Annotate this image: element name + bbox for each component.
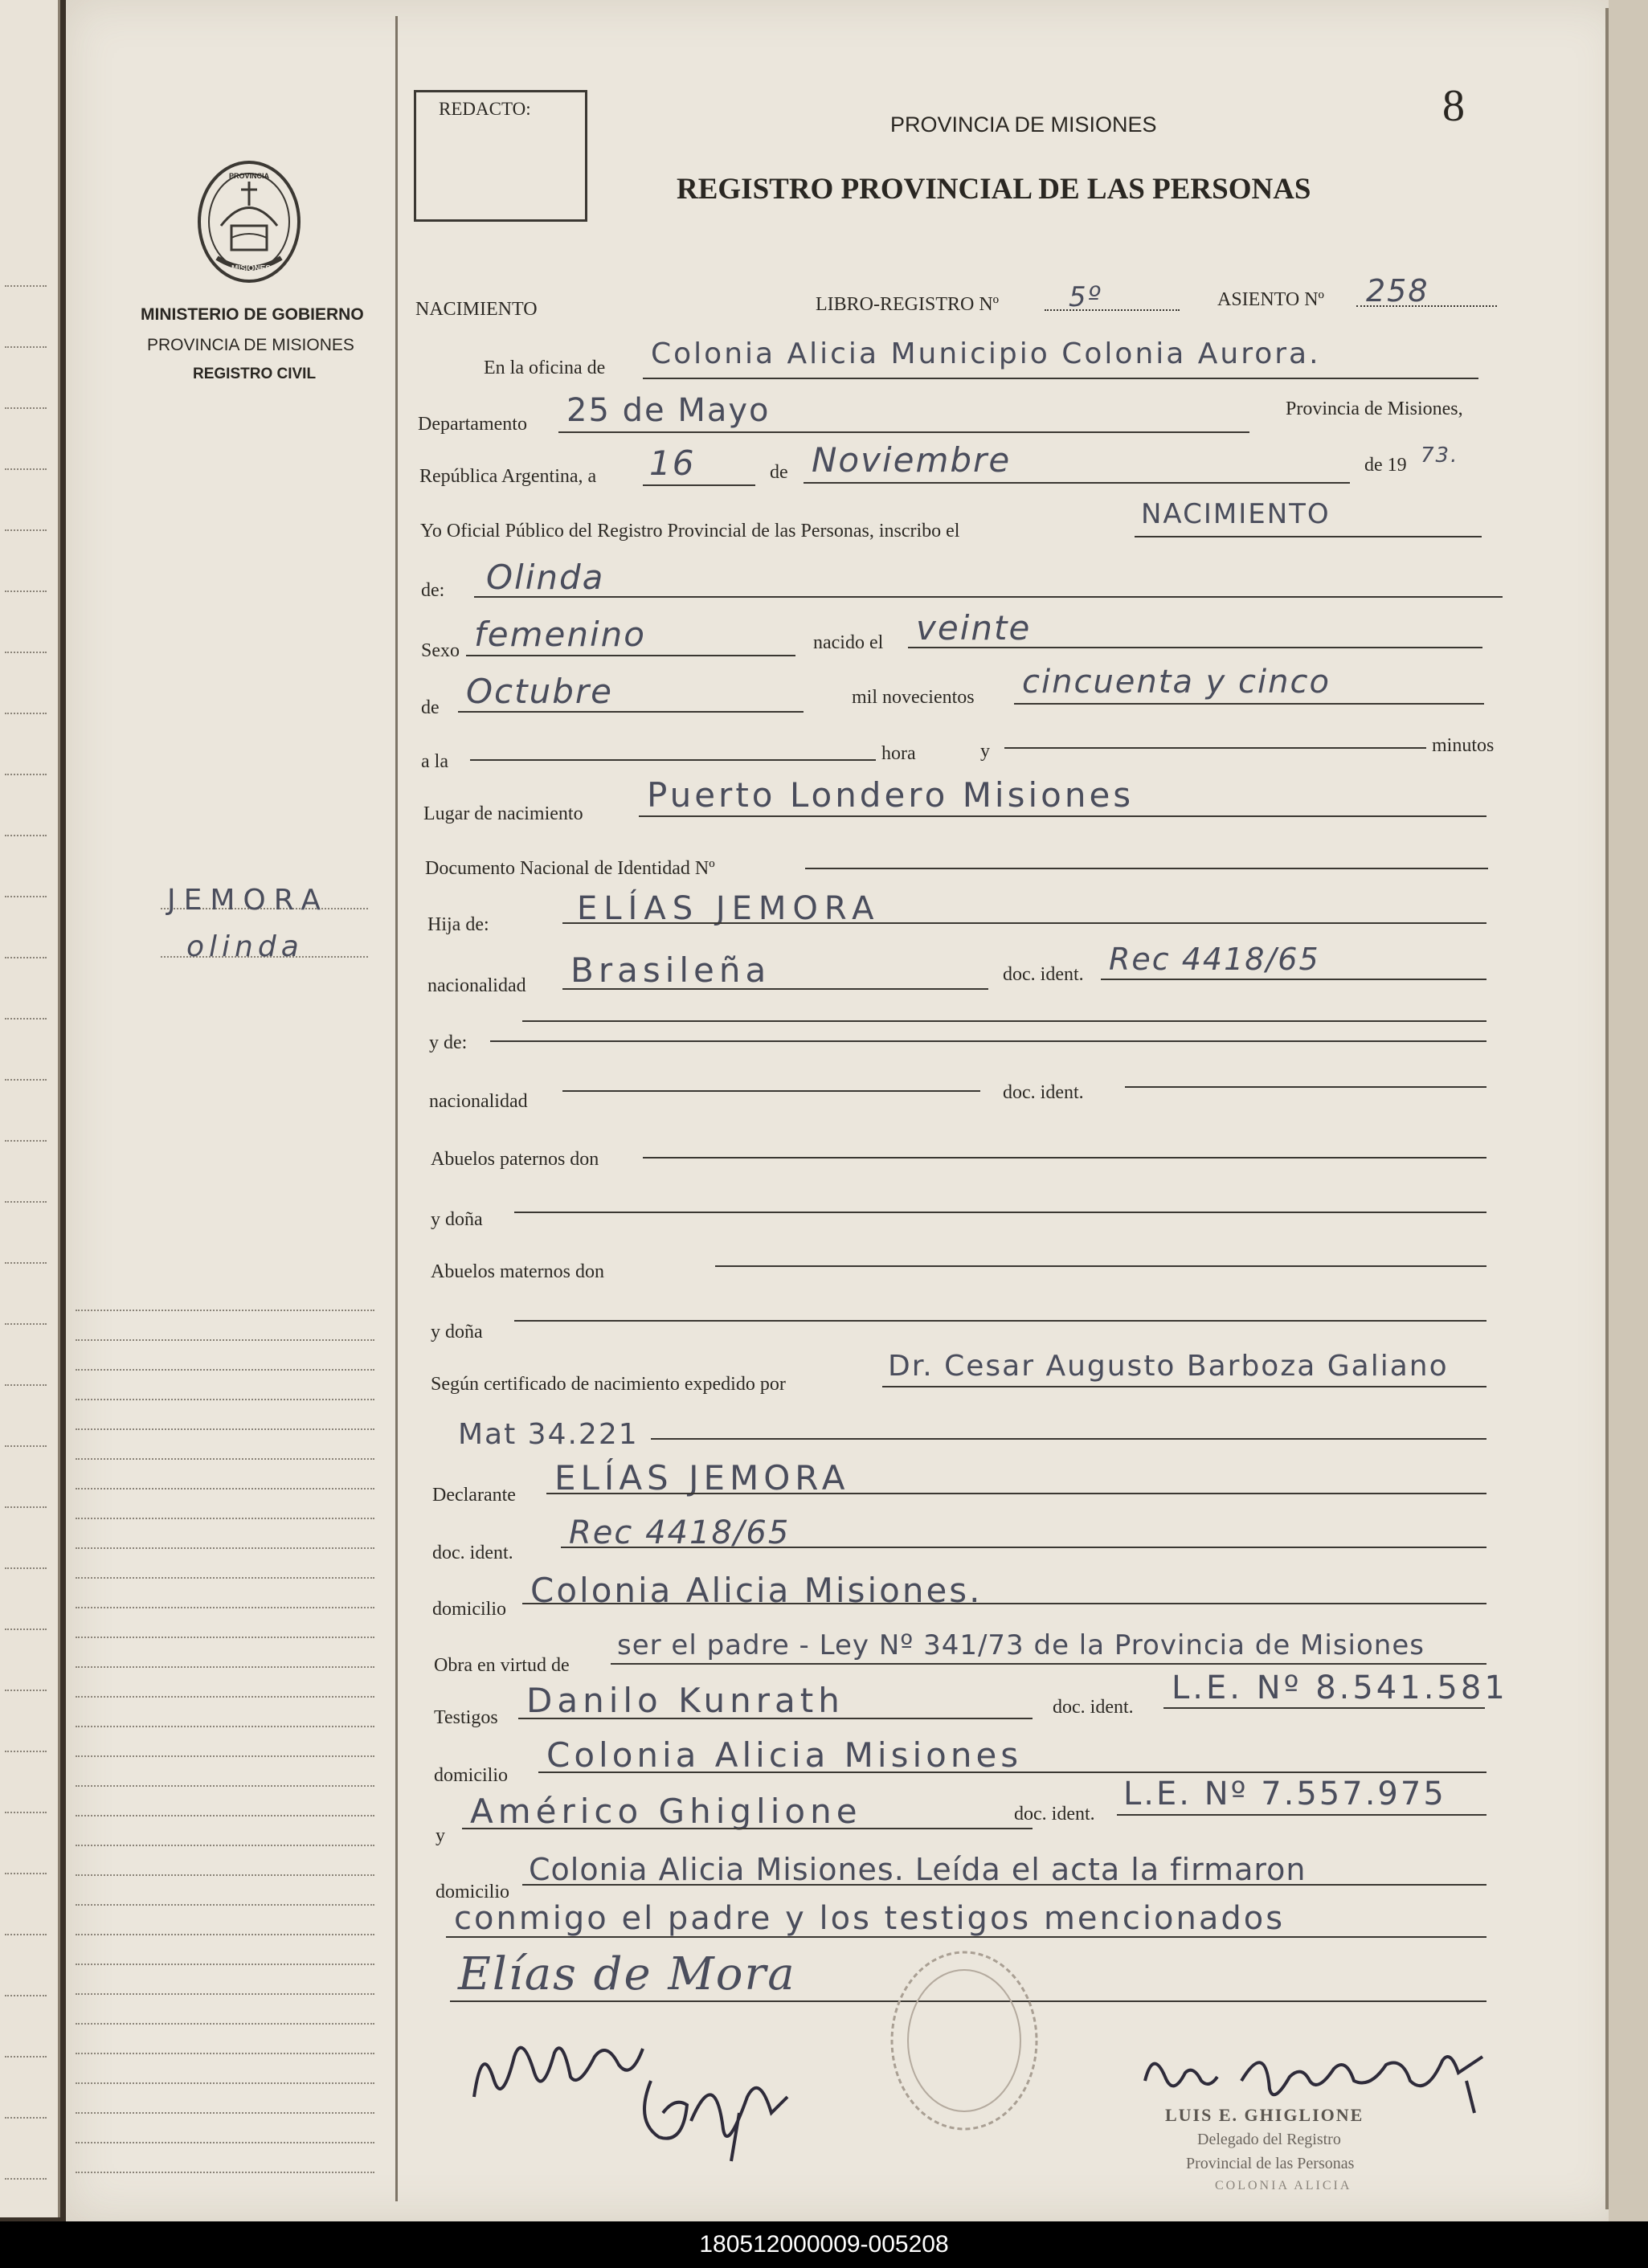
oficina-value: Colonia Alicia Municipio Colonia Aurora. <box>651 337 1321 370</box>
certificado-rule <box>882 1386 1486 1387</box>
mes-nac-rule <box>458 711 804 713</box>
margin-ruling <box>76 1428 374 1430</box>
left-page-ruling <box>5 1751 47 1752</box>
margin-ruling <box>76 1815 374 1816</box>
domicilio2-label: domicilio <box>434 1765 508 1786</box>
margin-name: olinda <box>186 930 304 963</box>
footer-id: 180512000009-005208 <box>0 2221 1648 2268</box>
stamp-name: LUIS E. GHIGLIONE <box>1165 2105 1364 2125</box>
sexo-rule <box>466 655 795 656</box>
de-colon-label: de: <box>421 580 445 601</box>
nacido-rule <box>908 647 1482 648</box>
testigo1-dom: Colonia Alicia Misiones <box>546 1735 1023 1775</box>
abuelos-pat-label: Abuelos paternos don <box>431 1149 599 1170</box>
left-page-ruling <box>5 1567 47 1569</box>
doc-padre-rule <box>1101 979 1486 980</box>
cierre-line: conmigo el padre y los testigos mencionados <box>454 1900 1286 1937</box>
de2-label: de <box>421 697 440 718</box>
left-page-ruling <box>5 774 47 775</box>
oficina-rule <box>643 378 1478 379</box>
stamp-line2: Delegado del Registro <box>1197 2131 1341 2148</box>
left-page-ruling <box>5 529 47 531</box>
lugar-label: Lugar de nacimiento <box>423 803 583 824</box>
y2-label: y <box>436 1825 445 1846</box>
obra-label: Obra en virtud de <box>434 1655 570 1676</box>
margin-ruling <box>76 1904 374 1906</box>
padre-value: ELÍAS JEMORA <box>577 890 881 927</box>
doc-declarante-value: Rec 4418/65 <box>569 1514 791 1551</box>
domicilio3-label: domicilio <box>436 1882 509 1902</box>
left-page-ruling <box>5 468 47 470</box>
inscribo-value: NACIMIENTO <box>1141 498 1331 530</box>
domicilio-value: Colonia Alicia Misiones. <box>530 1571 983 1610</box>
nacionalidad-label: nacionalidad <box>427 975 526 996</box>
left-page-ruling <box>5 346 47 348</box>
margin-divider <box>395 16 398 2201</box>
dni-label: Documento Nacional de Identidad Nº <box>425 858 715 879</box>
abuelos-mat-label: Abuelos maternos don <box>431 1261 604 1282</box>
certificado-label: Según certificado de nacimiento expedido por <box>431 1374 786 1395</box>
departamento-value: 25 de Mayo <box>566 392 771 429</box>
doc-ident2-label: doc. ident. <box>1003 1082 1084 1103</box>
testigos-label: Testigos <box>434 1707 498 1728</box>
right-border <box>1605 8 1609 2209</box>
margin-ruling <box>76 2023 374 2025</box>
doc-ident4-label: doc. ident. <box>1053 1697 1134 1718</box>
testigo1-doc-rule <box>1163 1707 1485 1709</box>
hora-label: hora <box>881 743 916 764</box>
nacionalidad2-rule <box>562 1090 980 1092</box>
left-page-ruling <box>5 2178 47 2180</box>
left-page-ruling <box>5 1079 47 1081</box>
de-label: de <box>770 462 788 483</box>
margin-column <box>66 0 399 2221</box>
provincial-seal-icon <box>185 157 313 286</box>
left-page-ruling <box>5 1018 47 1020</box>
left-page-ruling <box>5 1995 47 1996</box>
left-page-ruling <box>5 1445 47 1447</box>
y-de-label: y de: <box>429 1032 468 1053</box>
left-page-ruling <box>5 896 47 897</box>
margin-ruling <box>76 1785 374 1787</box>
left-page-ruling <box>5 407 47 409</box>
declarante-rule <box>546 1493 1486 1494</box>
redacto-box <box>414 90 587 222</box>
hora-rule <box>470 759 876 761</box>
abuelos-pat-rule <box>643 1157 1486 1159</box>
margin-ruling <box>76 2082 374 2084</box>
dia-rule <box>643 484 755 486</box>
minutos-rule <box>1004 747 1426 749</box>
margin-ruling <box>76 2112 374 2114</box>
left-page-ruling <box>5 957 47 958</box>
matricula-value: Mat 34.221 <box>458 1418 639 1451</box>
left-page-ruling <box>5 590 47 592</box>
doc-ident3-label: doc. ident. <box>432 1543 513 1563</box>
left-page-ruling <box>5 1384 47 1386</box>
seal-ring-bottom: MISIONES <box>231 264 271 273</box>
inscribo-rule <box>1135 536 1482 537</box>
libro-rule <box>1045 309 1180 311</box>
margin-ruling <box>76 2172 374 2173</box>
nacionalidad2-label: nacionalidad <box>429 1091 528 1112</box>
left-page-ruling <box>5 652 47 653</box>
padre-rule <box>562 922 1486 924</box>
libro-label: LIBRO-REGISTRO Nº <box>816 294 1000 315</box>
madre-rule-2 <box>522 1020 1486 1022</box>
left-page-ruling <box>5 1506 47 1508</box>
margin-ruling <box>76 2053 374 2054</box>
y-dona1-label: y doña <box>431 1209 483 1230</box>
redacto-label: REDACTO: <box>439 99 531 119</box>
testigo2-doc-rule <box>1117 1814 1486 1816</box>
y-dona2-label: y doña <box>431 1322 483 1342</box>
oficina-label: En la oficina de <box>484 358 606 378</box>
left-page-ruling <box>5 835 47 836</box>
asiento-rule <box>1356 305 1497 307</box>
testigo2-dom-rule <box>522 1884 1486 1886</box>
testigo1-doc: L.E. Nº 8.541.581 <box>1172 1669 1508 1706</box>
left-page-ruling <box>5 1628 47 1630</box>
margin-ruling <box>76 1458 374 1460</box>
seal-ring-top: PROVINCIA <box>229 172 270 180</box>
nacionalidad-rule <box>562 988 988 990</box>
left-page-ruling <box>5 1140 47 1142</box>
margin-ruling <box>76 1934 374 1935</box>
testigo2-dom: Colonia Alicia Misiones. Leída el acta la firmaron <box>529 1852 1307 1887</box>
margin-ruling <box>76 1310 374 1311</box>
testigo2-doc: L.E. Nº 7.557.975 <box>1123 1776 1446 1812</box>
right-page-stack <box>1609 0 1648 2221</box>
margin-ruling <box>76 1964 374 1965</box>
nacido-value: veinte <box>916 608 1032 648</box>
left-page-ruling <box>5 285 47 287</box>
margin-ruling <box>76 1399 374 1400</box>
mes-value: Noviembre <box>812 440 1012 480</box>
nacionalidad-value: Brasileña <box>570 950 771 990</box>
mes-rule <box>804 482 1350 484</box>
sexo-value: femenino <box>474 615 646 654</box>
asiento-value: 258 <box>1366 273 1429 309</box>
doc-padre-value: Rec 4418/65 <box>1109 942 1320 977</box>
doc-ident-label: doc. ident. <box>1003 964 1084 985</box>
nacimiento-label: NACIMIENTO <box>415 299 538 320</box>
madre-rule <box>490 1040 1486 1042</box>
domicilio-label: domicilio <box>432 1599 506 1620</box>
margin-ruling <box>76 1518 374 1519</box>
lugar-value: Puerto Londero Misiones <box>647 775 1135 815</box>
testigo1-value: Danilo Kunrath <box>526 1681 844 1720</box>
margin-ruling <box>76 1845 374 1846</box>
testigo1-dom-rule <box>538 1771 1486 1773</box>
obra-rule <box>611 1663 1486 1665</box>
asiento-label: ASIENTO Nº <box>1217 289 1324 310</box>
margin-ruling <box>76 1339 374 1341</box>
ministry-line3: REGISTRO CIVIL <box>193 366 317 382</box>
y-dona1-rule <box>514 1212 1486 1213</box>
margin-ruling <box>76 1726 374 1727</box>
margin-ruling <box>76 1874 374 1876</box>
dni-rule <box>805 868 1488 869</box>
anio-nac-rule <box>1014 703 1484 705</box>
header-province: PROVINCIA DE MISIONES <box>890 112 1157 137</box>
page-number: 8 <box>1442 81 1465 131</box>
nombre-value: Olinda <box>486 558 605 597</box>
firma-declarante: Elías de Mora <box>458 1948 796 2000</box>
doc-declarante-rule <box>561 1547 1486 1548</box>
left-page-ruling <box>5 2117 47 2119</box>
margin-ruling <box>76 2142 374 2143</box>
abuelos-mat-rule <box>715 1265 1486 1267</box>
anio-label: de 19 <box>1364 455 1407 476</box>
signature-2-icon <box>627 2049 812 2169</box>
left-page-ruling <box>5 713 47 714</box>
margin-surname: JEMORA <box>167 884 329 917</box>
stamp-line4: COLONIA ALICIA <box>1215 2179 1352 2192</box>
anio-value: 73. <box>1421 443 1459 468</box>
left-page-ruling <box>5 1690 47 1691</box>
left-page-ruling <box>5 1873 47 1874</box>
left-page-ruling <box>5 1812 47 1813</box>
margin-ruling <box>76 1547 374 1549</box>
ministry-line1: MINISTERIO DE GOBIERNO <box>141 305 364 324</box>
departamento-rule <box>558 431 1249 433</box>
mes-nac-value: Octubre <box>466 672 614 711</box>
margin-ruling <box>76 1696 374 1698</box>
doc-ident5-label: doc. ident. <box>1014 1804 1095 1825</box>
margin-ruling <box>76 1577 374 1579</box>
margin-ruling <box>76 1755 374 1757</box>
provincia-label: Provincia de Misiones, <box>1286 398 1463 419</box>
left-page-ruling <box>5 1201 47 1203</box>
official-stamp-icon <box>884 1944 1045 2137</box>
y-dona2-rule <box>514 1320 1486 1322</box>
header-registry: REGISTRO PROVINCIAL DE LAS PERSONAS <box>677 173 1311 206</box>
declarante-label: Declarante <box>432 1485 516 1506</box>
mil-label: mil novecientos <box>852 687 975 708</box>
margin-ruling <box>76 1993 374 1995</box>
margin-ruling <box>76 1369 374 1371</box>
nombre-rule <box>474 596 1503 598</box>
certificado-value: Dr. Cesar Augusto Barboza Galiano <box>888 1350 1449 1383</box>
margin-ruling <box>76 1607 374 1608</box>
a-la-label: a la <box>421 751 448 772</box>
left-page-ruling <box>5 1934 47 1935</box>
testigo2-value: Américo Ghiglione <box>470 1792 862 1831</box>
hija-label: Hija de: <box>427 914 489 935</box>
republica-label: República Argentina, a <box>419 466 597 487</box>
lugar-rule <box>639 815 1486 817</box>
libro-value: 5º <box>1069 281 1102 313</box>
nacido-label: nacido el <box>813 632 884 653</box>
margin-ruling <box>76 1488 374 1490</box>
left-page-edge <box>0 0 60 2217</box>
domicilio-rule <box>522 1603 1486 1604</box>
departamento-label: Departamento <box>418 414 527 435</box>
ministry-line2: PROVINCIA DE MISIONES <box>147 336 354 354</box>
left-page-ruling <box>5 1323 47 1325</box>
left-page-ruling <box>5 2056 47 2058</box>
cierre-rule <box>446 1936 1486 1938</box>
stamp-line3: Provincial de las Personas <box>1186 2155 1355 2172</box>
yo-label: Yo Oficial Público del Registro Provincial de las Personas, inscribo el <box>420 521 960 541</box>
declarante-value: ELÍAS JEMORA <box>554 1458 850 1498</box>
sexo-label: Sexo <box>421 640 460 661</box>
testigo1-rule <box>518 1718 1033 1719</box>
matricula-rule <box>651 1438 1486 1440</box>
margin-ruling <box>76 1637 374 1638</box>
minutos-label: minutos <box>1432 735 1495 756</box>
left-page-ruling <box>5 1262 47 1264</box>
obra-value: ser el padre - Ley Nº 341/73 de la Provincia de Misiones <box>617 1629 1425 1661</box>
y-label: y <box>980 741 990 762</box>
dia-value: 16 <box>649 443 696 483</box>
doc-madre-rule <box>1125 1086 1486 1088</box>
anio-nac-value: cincuenta y cinco <box>1022 664 1331 701</box>
margin-ruling <box>76 1666 374 1668</box>
testigo2-rule <box>462 1828 1033 1829</box>
